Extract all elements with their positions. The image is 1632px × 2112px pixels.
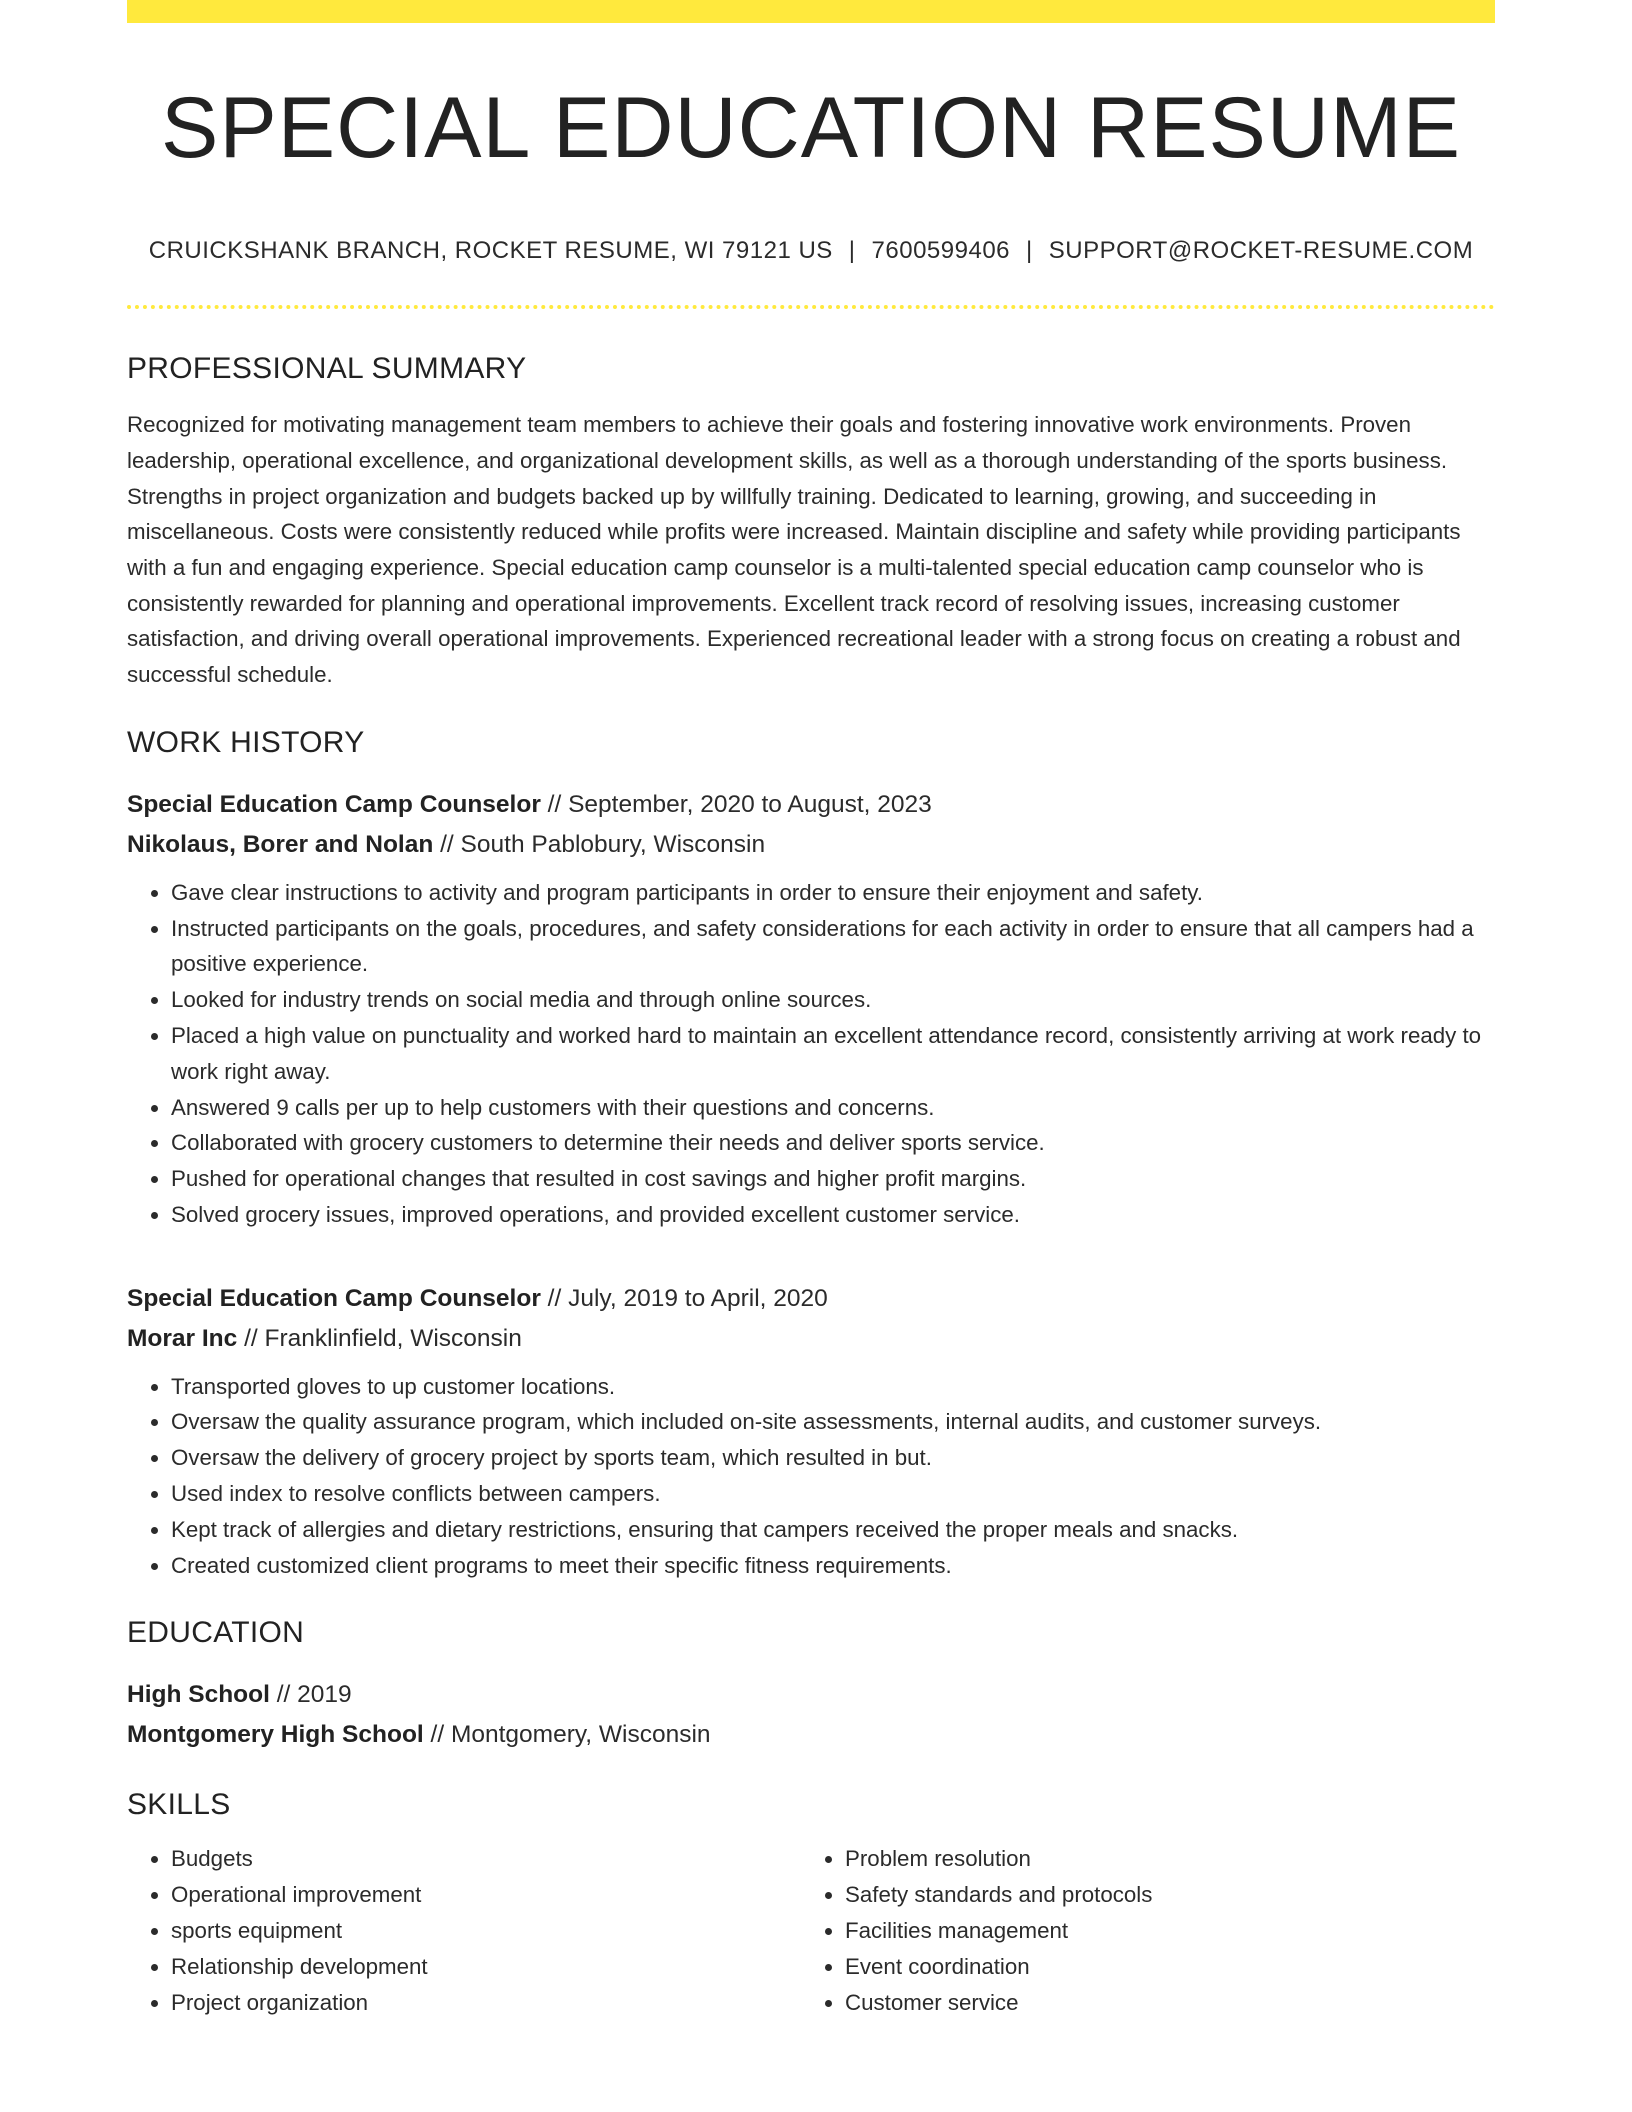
skill-item: • Budgets	[171, 1841, 801, 1877]
summary-text: Recognized for motivating management team members to achieve their goals and fostering innovative work environments. Proven leadership, operational excellence, and organizational development skills, as well as a thorough understanding of the sports business. Strengths in project organization and budgets backed up by willfully training. Dedicated to learning, growing, and succeeding in miscellaneous. Costs were consistently reduced while profits were increased. Maintain discipline and safety while providing participants with a fun and engaging experience. Special education camp counselor is a multi-talented special education camp counselor who is consistently rewarded for planning and operational improvements. Excellent track record of resolving issues, increasing customer satisfaction, and driving overall operational improvements. Experienced recreational leader with a strong focus on creating a robust and successful schedule.	[127, 412, 1461, 688]
skill-item: • Project organization	[171, 1985, 801, 2021]
job-entry	[127, 785, 1495, 1233]
job-bullet: • Instructed participants on the goals, procedures, and safety considerations for each activity in order to ensure that all campers had a positive experience.	[171, 911, 1495, 983]
resume-title: SPECIAL EDUCATION RESUME	[161, 80, 1461, 176]
job-position: Special Education Camp Counselor	[127, 790, 541, 818]
contact-address: CRUICKSHANK BRANCH, ROCKET RESUME, WI 79121 US	[148, 237, 833, 265]
job-dates: // July, 2019 to April, 2020	[540, 1284, 828, 1312]
job-bullet: • Used index to resolve conflicts between campers.	[171, 1476, 1495, 1512]
contact-phone: 7600599406	[871, 237, 1011, 265]
resume-page	[127, 0, 1495, 2020]
education-heading: EDUCATION	[127, 1616, 305, 1650]
job-bullets	[127, 875, 1495, 1233]
work-history-heading: WORK HISTORY	[127, 725, 365, 759]
skill-item: • Problem resolution	[845, 1841, 1475, 1877]
job-bullet: • Placed a high value on punctuality and worked hard to maintain an excellent attendance record, consistently arriving at work ready to work right away.	[171, 1018, 1495, 1090]
education-entry	[127, 1675, 1495, 1755]
job-company-line	[127, 1319, 1495, 1359]
job-company: Nikolaus, Borer and Nolan	[127, 830, 434, 858]
job-bullet: • Collaborated with grocery customers to determine their needs and deliver sports service.	[171, 1125, 1495, 1161]
contact-separator: |	[1026, 237, 1033, 265]
job-company: Morar Inc	[127, 1324, 238, 1352]
education-school: Montgomery High School	[127, 1721, 424, 1749]
dotted-divider	[127, 305, 1495, 309]
skill-item: • Event coordination	[845, 1949, 1475, 1985]
job-bullet: • Created customized client programs to meet their specific fitness requirements.	[171, 1548, 1495, 1584]
job-position: Special Education Camp Counselor	[127, 1284, 541, 1312]
job-bullet: • Oversaw the quality assurance program, which included on-site assessments, internal audits, and customer surveys.	[171, 1404, 1495, 1440]
skills-heading: SKILLS	[127, 1788, 231, 1822]
job-bullets	[127, 1369, 1495, 1584]
skills-column-left	[127, 1841, 801, 2020]
job-bullet: • Solved grocery issues, improved operations, and provided excellent customer service.	[171, 1197, 1495, 1233]
job-bullet: • Answered 9 calls per up to help customers with their questions and concerns.	[171, 1090, 1495, 1126]
skills-column-right	[801, 1841, 1475, 2020]
job-location: // South Pablobury, Wisconsin	[433, 830, 766, 858]
job-dates: // September, 2020 to August, 2023	[540, 790, 932, 818]
job-location: // Franklinfield, Wisconsin	[237, 1324, 522, 1352]
job-company-line	[127, 825, 1495, 865]
education-location: // Montgomery, Wisconsin	[423, 1721, 711, 1749]
skill-item: • Operational improvement	[171, 1877, 801, 1913]
contact-separator: |	[848, 237, 856, 265]
summary-heading: PROFESSIONAL SUMMARY	[127, 352, 527, 386]
education-degree-line	[127, 1675, 1495, 1715]
skill-item: • sports equipment	[171, 1913, 801, 1949]
job-entry	[127, 1279, 1495, 1584]
education-year: // 2019	[269, 1681, 352, 1709]
job-bullet: • Transported gloves to up customer locations.	[171, 1369, 1495, 1405]
contact-line	[127, 237, 1495, 266]
job-title-line	[127, 1279, 1495, 1319]
job-bullet: • Oversaw the delivery of grocery project by sports team, which resulted in but.	[171, 1440, 1495, 1476]
skill-item: • Safety standards and protocols	[845, 1877, 1475, 1913]
skill-item: • Facilities management	[845, 1913, 1475, 1949]
education-school-line	[127, 1715, 1495, 1755]
top-accent-bar	[127, 0, 1495, 23]
job-title-line	[127, 785, 1495, 825]
skill-item: • Relationship development	[171, 1949, 801, 1985]
job-bullet: • Gave clear instructions to activity and program participants in order to ensure their enjoyment and safety.	[171, 875, 1495, 911]
skill-item: • Customer service	[845, 1985, 1475, 2021]
job-bullet: • Pushed for operational changes that resulted in cost savings and higher profit margins.	[171, 1161, 1495, 1197]
skills-list	[127, 1841, 1495, 2020]
education-degree: High School	[127, 1681, 270, 1709]
contact-email: SUPPORT@ROCKET-RESUME.COM	[1048, 237, 1474, 265]
job-bullet: • Looked for industry trends on social media and through online sources.	[171, 982, 1495, 1018]
job-bullet: • Kept track of allergies and dietary restrictions, ensuring that campers received the proper meals and snacks.	[171, 1512, 1495, 1548]
